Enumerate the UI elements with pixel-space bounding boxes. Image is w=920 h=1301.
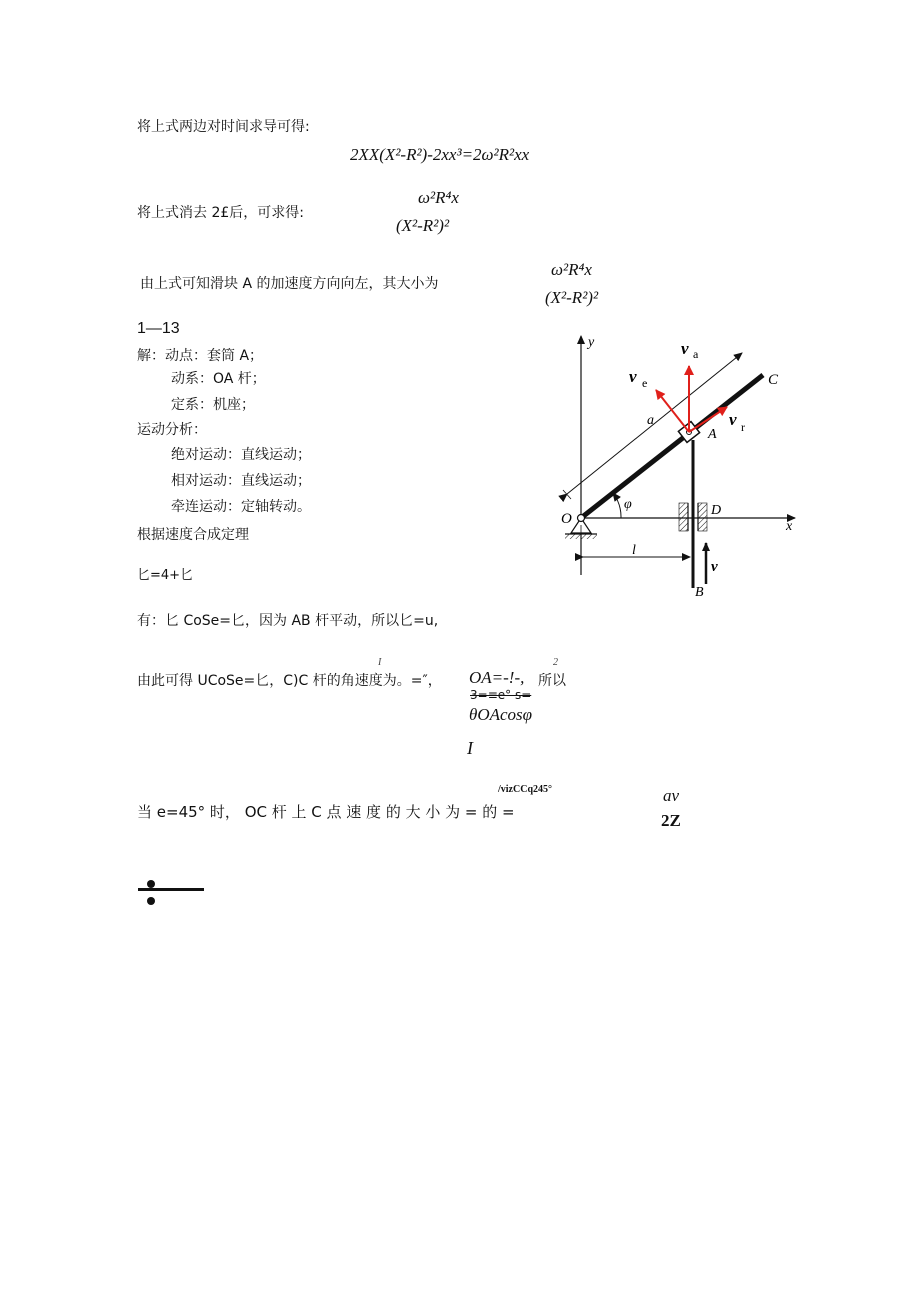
division-sign <box>134 878 208 908</box>
solution-line: 绝对运动：直线运动； <box>171 447 311 463</box>
label-v: v <box>711 559 718 575</box>
fraction-denominator: 2Z <box>661 811 681 830</box>
label-va: v <box>681 339 689 358</box>
label-l: l <box>632 543 636 558</box>
inline-math: θOAcosφ <box>469 705 533 724</box>
mechanism-diagram <box>550 328 810 600</box>
label-ve-sub: e <box>642 376 648 390</box>
solution-line: 牵连运动：定轴转动。 <box>171 499 311 515</box>
label-vr-sub: r <box>741 420 745 434</box>
label-phi: φ <box>624 497 632 512</box>
fraction-numerator: ω²R⁴x <box>418 188 459 207</box>
text-line: 将上式两边对时间求导可得: <box>137 119 310 135</box>
x-label: x <box>786 519 793 534</box>
superscript: 2 <box>553 657 558 668</box>
rod-oc <box>581 375 763 518</box>
label-va-sub: a <box>693 347 699 361</box>
superscript: I <box>378 657 382 668</box>
text-line: 当 e=45° 时， OC 杆 上 C 点 速 度 的 大 小 为 = 的 = <box>137 803 515 821</box>
label-d: D <box>711 503 722 518</box>
fraction-numerator: av <box>663 786 680 805</box>
inline-math: I <box>467 738 473 758</box>
solution-line: 动系：OA 杆； <box>171 371 266 387</box>
fraction-denominator: (X²-R²)² <box>545 288 599 307</box>
velocity-equation: 匕=4+匕 <box>137 568 194 583</box>
superscript: /vizCCq245° <box>498 784 552 795</box>
inline-math: OA=-!-, <box>469 668 525 687</box>
solution-line: 根据速度合成定理 <box>137 527 249 543</box>
angle-arc <box>613 493 621 518</box>
text-line: 将上式消去 2£后，可求得: <box>137 205 304 221</box>
problem-number: 1—13 <box>137 320 180 337</box>
label-b: B <box>695 585 704 600</box>
text-line: 有：匕 CoSe=匕，因为 AB 杆平动，所以匕=u, <box>137 613 439 629</box>
pivot-o <box>578 515 585 522</box>
label-c: C <box>768 372 779 388</box>
label-ve: v <box>629 367 637 386</box>
solution-line: 相对运动：直线运动； <box>171 473 311 489</box>
guide-d <box>679 503 688 531</box>
text-line: 所以 <box>538 673 566 689</box>
label-a-point: A <box>708 427 717 442</box>
velocity-ve-arrow <box>656 390 689 432</box>
solution-line: 解：动点：套筒 A； <box>137 348 264 364</box>
equation: 2XX(X²-R²)-2xx³=2ω²R²xx <box>350 145 530 164</box>
label-o: O <box>561 511 572 527</box>
solution-line: 定系：机座； <box>171 397 255 413</box>
fraction-denominator: (X²-R²)² <box>396 216 450 235</box>
text-line: 由此可得 UCoSe=匕，C)C 杆的角速度为。=″， <box>137 673 442 689</box>
y-label: y <box>588 335 595 350</box>
solution-line: 运动分析： <box>137 422 207 438</box>
text-line: 由上式可知滑块 A 的加速度方向向左，其大小为 <box>140 276 439 292</box>
label-vr: v <box>729 410 737 429</box>
fraction-numerator: ω²R⁴x <box>551 260 592 279</box>
label-a-dim: a <box>647 413 654 428</box>
dimension-a-line <box>567 353 742 494</box>
inline-math: 3=≡e° s= <box>470 688 532 702</box>
